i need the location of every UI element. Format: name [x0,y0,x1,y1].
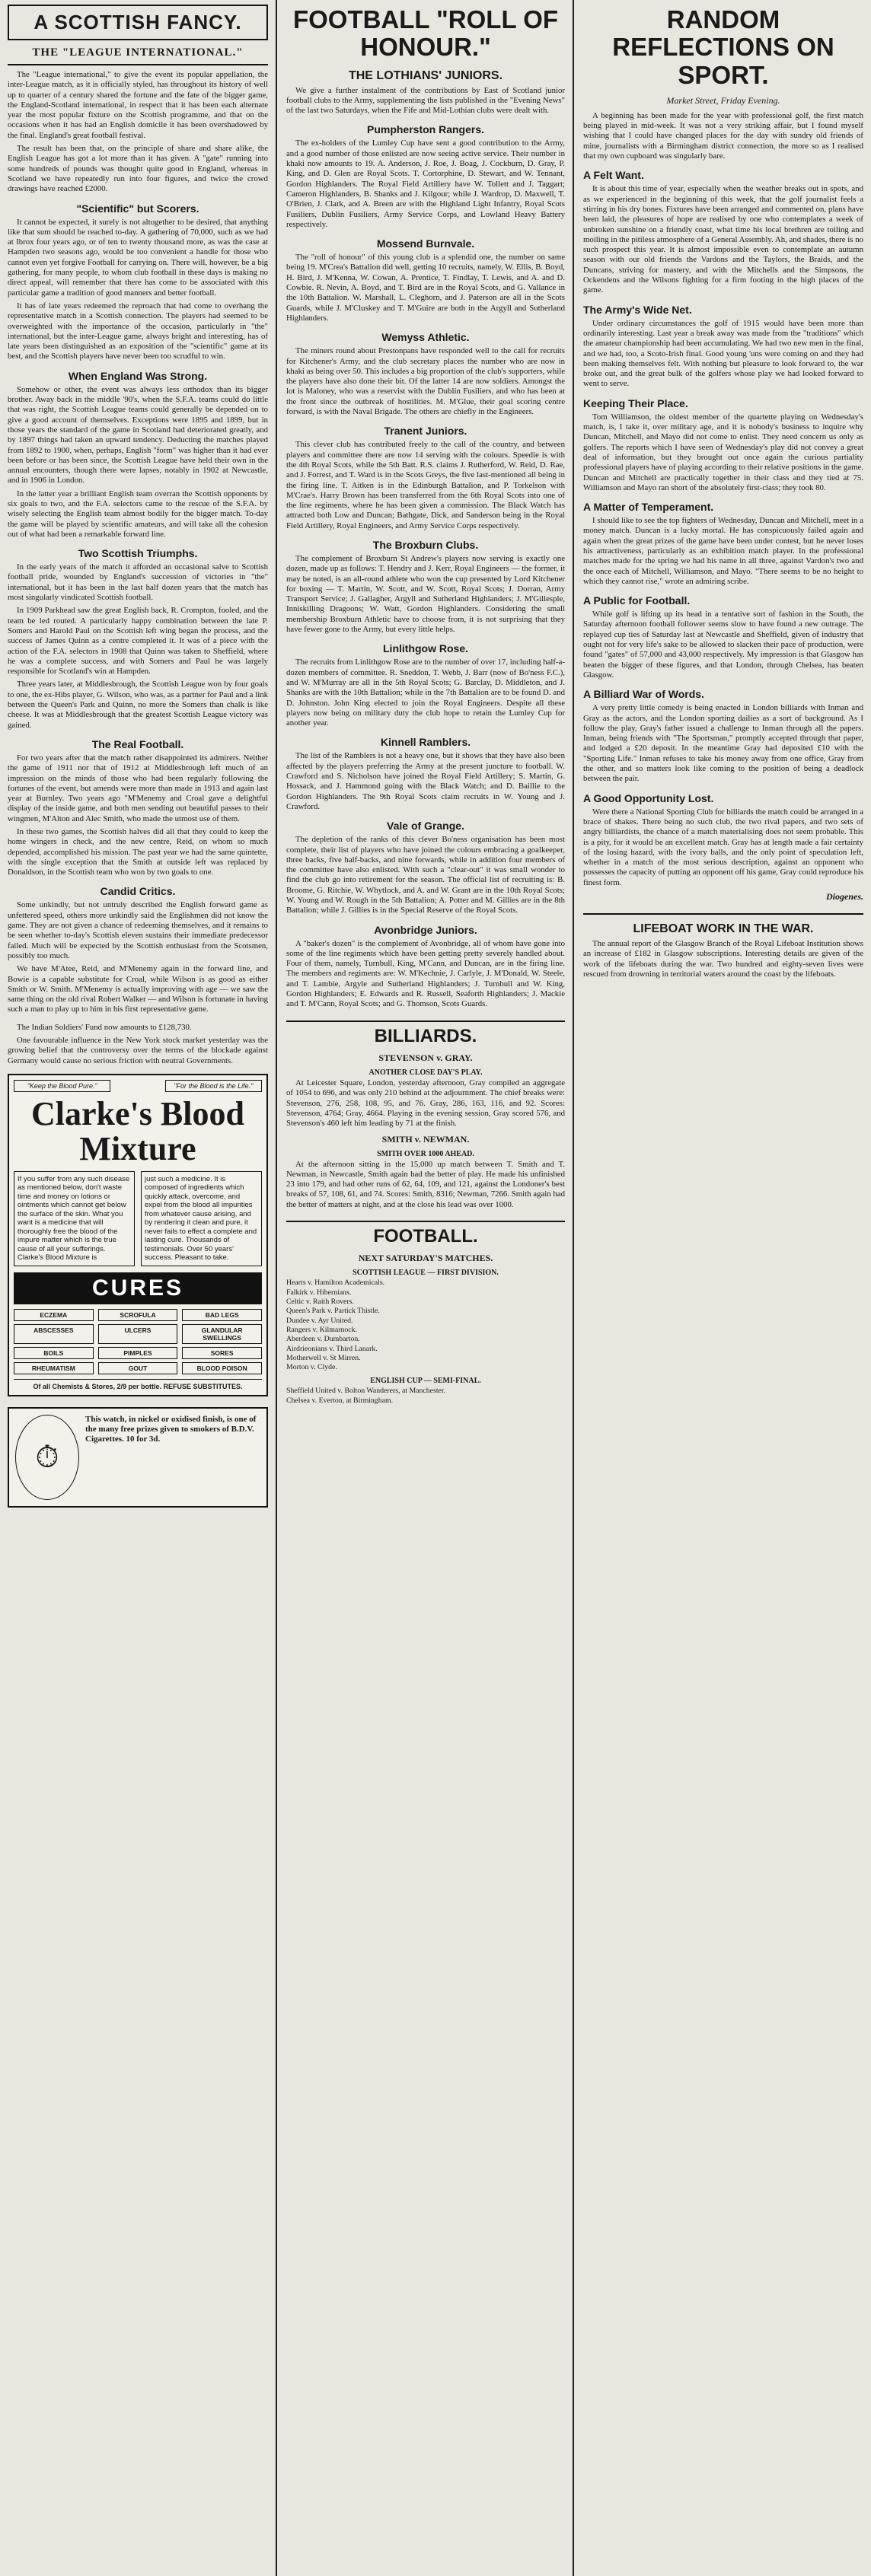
ad-cures-title: CURES [14,1272,262,1304]
section-title: A Felt Want. [583,169,644,182]
paragraph: The annual report of the Glasgow Branch of the Royal Lifeboat Institution shows an increase of £182 in Glasgow subscriptions. Interesting details are given of the work of the lifeboats during the war. Two hundred and eighty-seven lives were rescued from drowning in territorial waters around the coast by the lifeboats. [583,939,863,979]
match-title: STEVENSON v. GRAY. [378,1052,473,1064]
paragraph: For two years after that the match rather disappointed its admirers. Neither the game of 1911 nor that of 1912 at Middlesbrough left much of an impression on the minds of those who had been regularly following the fortunes of the event, but amends were more than made in 1913 and again last year at Burnley. Two years ago "M'Menemy and Croal gave a delightful display of the inside game, and both men sending out beautiful passes to their wingmen, M'Alton and Alec Smith, who made the utmost use of them. [8,753,268,823]
paragraph: The result has been that, on the principle of share and share alike, the English League has got a lot more than it has given. A "gate" running into some hundreds of pounds was thought quite good in England, whereas in Scotland we have repeatedly run into four figures, and twice the crowd drawings have reached £2000. [8,144,268,194]
section-title: Two Scottish Triumphs. [78,547,198,560]
section-title: Kinnell Ramblers. [380,736,471,749]
fixtures-title: NEXT SATURDAY'S MATCHES. [358,1253,493,1264]
dateline: Market Street, Friday Evening. [666,94,780,106]
paragraph: Some unkindly, but not untruly described the English forward game as unfettered speed, others more unkindly said the Englishmen did not know the game. They are not given a chance of redeeming themselves, and it remains to be seen whether to-day's Scottish eleven sustains their immediate predecessor failed. Much will be expected by the Scottish enthusiast from the Scotsmen, possibly too much. [8,900,268,960]
subhead-lothians-juniors: THE LOTHIANS' JUNIORS. [348,68,503,82]
cure-item: SCROFULA [98,1309,178,1321]
cure-item: SORES [182,1347,262,1359]
headline-football: FOOTBALL. [373,1226,478,1247]
divider [286,1221,565,1222]
column-random-reflections [576,0,871,2576]
ad-clarkes-blood-mixture[interactable] [8,1074,268,1396]
paragraph: Tom Williamson, the oldest member of the quartette playing on Wednesday's match, is, I take it, over military age, and it is nobody's business to inquire why Duncan, Mitchell, and Mayo did not come to enlist. They need concern us only as golfers. The reports which I have seen of Wednesday's play did not convey a great deal of information, but they brought out once again the curious partiality professional players have of playing according to their relative positions in the game. Duncan and Mitchell are practically together in their class and they tied at 75. Williamson and Mayo ran short of the absolutely first-class; they took 80. [583,412,863,492]
news-brief-fund: The Indian Soldiers' Fund now amounts to £128,730. [17,1022,192,1032]
headline-roll-of-honour: FOOTBALL "ROLL OF HONOUR." [292,5,559,62]
fixture-row: Rangers v. Kilmarnock. [286,1325,357,1334]
news-brief-stock: One favourable influence in the New York stock market yesterday was the growing belief that the controversy over the terms of the blockade against Germany would cause no serious friction with neutral Governments. [8,1036,268,1065]
section-title: The Broxburn Clubs. [372,538,479,551]
section-title: Wemyss Athletic. [381,331,470,344]
fixture-row: Motherwell v. St Mirren. [286,1353,361,1362]
fixture-row: Aberdeen v. Dumbarton. [286,1335,360,1344]
paragraph: It is about this time of year, especially when the weather breaks out in spots, and as we experienced in the beginning of this week, that the golf journalist feels a stirring in his dry bones. Fixtures have been arranged and commented on, plans have been laid, the pleasures of hope are realised by one who contemplates a week of unbroken sunshine on a friendly coast, what time his local brethren are toiling and moiling in the pitiless atmosphere of a General Assembly. Ah, and shades, there is no such prospect this year. It is almost impossible even to contemplate an autumn season with our old friends the Vardons and the Taylors, the Braids, and the Duncans, striving for mastery, and with the Mitchells and the Simpsons, the Ockendens and the Wilsons fighting for a firm footing in the high places of the game. [583,184,863,295]
section-title: A Good Opportunity Lost. [583,791,714,804]
paragraph: A beginning has been made for the year with professional golf, the first match being played in mid-week. It was not a very striking affair, but I found myself wishing that I could have changed places for the day with sundry old friends of mine, journalists with a Birmingham district connection, the more so as I realised that my own cupboard was singularly bare. [583,110,863,161]
cure-item: BAD LEGS [182,1309,262,1321]
paragraph: In 1909 Parkhead saw the great English back, R. Crompton, fooled, and the team be led routed. A particularly happy combination between the late P. Somers and Harold Paul on the Scottish left wing began the process, and the success of James Quinn as a centre completed it. It was of a piece with the action of the F.A. selectors in 1908 that Quinn was taken to Sheffield, where he was a complete success, and with Somers and Paul he was largely responsible for Scotland's win at Hampden. [8,606,268,677]
paragraph: I should like to see the top fighters of Wednesday, Duncan and Mitchell, meet in a money match. Duncan is a lucky mortal. He has conspicuously failed again and again when the great prizes of the game have been under contest, but he never loses his attractiveness, particularly as an exhibition match player. In the professional matches made for the spring we had his name in all three, against Vardon's two and the once each of Mitchell, Williamson, and Mayo. "There seems to be no height to which they cannot rise," wrote an admiring scribe. [583,516,863,586]
paragraph: Under ordinary circumstances the golf of 1915 would have been more than ordinarily interesting. Last year a break away was made from the "traditions" which the amateur championship had been accumulating. We had two new men in the final, and we had, too, a Scoto-Irish final. Good young 'uns were coming on and they had been making themselves felt. With nothing but pleasure to look forward to, the war broke out, and the great bulk of the golfers whose play we had looked forward to went to serve. [583,318,863,389]
paragraph: The "roll of honour" of this young club is a splendid one, the number on same being 19. M'Crea's Battalion did well, getting 10 recruits, namely, W. Ellis, B. Boyd, H. Bird, J. M'Kenna, W. Cowan, A. Prentice, T. Findlay, T. Lewis, and A. and D. Cowbie. R. Nevin, A. Boyd, and T. Bird are in the Royal Scots, and G. Vallance in the 10th Battalion. W. Marshall, L. Cleghorn, and J. Paterson are all in the Scots Guards, while J. M'Cluskey and T. M'Guire are both in the Argyll and Sutherland Highlanders. [286,253,565,323]
cure-item: RHEUMATISM [14,1362,94,1374]
section-title: When England Was Strong. [68,369,208,382]
paragraph: It cannot be expected, it surely is not altogether to be desired, that anything like that sum should be reached to-day. A gathering of 70,000, such as we had at Ibrox four years ago, or of ten to twenty thousand more, as was the case at Hampden two seasons ago, would be too convenient a handle for those who cannot even yet forgive Football for carrying on. There will, however, be a big gathering, for many people, to whom club football in these days is making no direct appeal, will remember that there has come to be associated with this particular game a tradition of good manners and better football. [8,217,268,298]
paragraph: The "League international," to give the event its popular appellation, the inter-League match, as it is officially styled, has throughout its history of well up to quarter of a century shared the fortune and the fate of the bigger game, the England-Scotland international, in respect that it has been each alternate year the most popular fixture on the Scottish programme, and that on the occasions when it has had an English domicile it has been overshadowed by the final. England's great football festival. [8,70,268,140]
paragraph: The ex-holders of the Lumley Cup have sent a good contribution to the Army, and a good number of those enlisted are now seeing active service. Their number in khaki now amounts to 19. A. Anderson, J. Roe, J. Boag, J. Cockburn, D. Gray, P. King, and D. Glen are Royal Scots. T. Cortorphine, D. Stewart, and W. Tennant, Gordon Highlanders. The Royal Field Artillery have W. Tollett and J. Taggart; Cameron Highlanders, B. Shanks and J. Kilgour; while J. Wardrop, D. Maxwell, T. O'Brien, J. Clark, and A. Breen are with the Highland Light Infantry, Royal Scots Fusiliers, Dublin Fusiliers, Army Service Corps, and Lowland Heavy Battery respectively. [286,139,565,229]
cure-item: GLANDULAR SWELLINGS [182,1324,262,1344]
paragraph: In the early years of the match it afforded an occasional salve to Scottish football pride, wounded by England's succession of victories in "the" international, but it has been in the last half dozen years that the match has most singularly vindicated Scottish football. [8,562,268,603]
league-header: ENGLISH CUP — SEMI-FINAL. [370,1377,481,1386]
paragraph: The depletion of the ranks of this clever Bo'ness organisation has been most complete, their list of players who have joined the colours embracing a goalkeeper, three backs, five half-backs, and nine forwards, while in addition four members of the committee have also enlisted. With such a "clear-out" it was small wonder to find the club go into retirement for the season. The official list of recruiting is: B. Broome, G. Ritchie, W. Whytlock, and A. and W. Grant are in the 10th Royal Scots; W. Young and W. Rough in the 5th Battalion; A. Potter and M. Gillies are in the 8th Battalion; while J. Gillies is in the Special Reserve of the Royal Scots. [286,835,565,915]
ad-text-right: just such a medicine. It is composed of ingredients which quickly attack, overcome, and expel from the blood all impurities from whatever cause arising, and by rendering it clean and pure, it never fails to effect a complete and lasting cure. Thousands of testimonials. Over 50 years' success. Pleasant to take. [141,1171,262,1266]
fixture-row: Sheffield United v. Bolton Wanderers, at Manchester. [286,1387,446,1396]
paragraph: In the latter year a brilliant English team overran the Scottish opponents by six goals to two, and the F.A. selectors came to the rescue of the S.F.A. by wisely selecting the English team almost bodily for the bigger match. To-day the game will be played by scientific amateurs, and will take all the cohesion out of what had been a remarkable forward line. [8,489,268,539]
section-title: Avonbridge Juniors. [374,923,477,936]
paragraph: It has of late years redeemed the reproach that had come to overhang the representative match in a Scottish connection. The players had seemed to be overweighted with the importance of the occasion, particularly in "the" international, but the inter-League game, always bright and interesting, has of late years been distinguished as an exposition of the "scientific" game at its best, and the Scottish players have never been too scrudful to win. [8,301,268,361]
match-title: SMITH v. NEWMAN. [381,1133,470,1145]
cure-item: ULCERS [98,1324,178,1344]
paragraph: Three years later, at Middlesbrough, the Scottish League won by four goals to one, the ex-Hibs player, G. Wilson, who was, as a partner for Paul and a link between the Queen's Park and Quinn, no more the Somers than chalk is like cheese. It was at Middlesbrough that the greatest Scottish League victory was gained. [8,680,268,730]
section-title: "Scientific" but Scorers. [76,202,199,215]
paragraph: At the afternoon sitting in the 15,000 up match between T. Smith and T. Newman, in Newcastle, Smith again had the better of play. He made his unfinished 23 into 179, and had other runs of 62, 64, 109, and 121, against the Londoner's best breaks of 57, 108, 61, and 74. Scores: Smith, 8316; Newman, 7266. Smith again had the better of matters at night, and at the close his lead was over 1000. [286,1159,565,1209]
section-title: Pumpherston Rangers. [366,123,485,136]
section-title: Tranent Juniors. [384,425,467,438]
fixture-row: Celtic v. Raith Rovers. [286,1298,354,1307]
fixture-row: Airdrieonians v. Third Lanark. [286,1344,378,1353]
section-title: A Matter of Temperament. [583,501,714,514]
ad-footer: Of all Chemists & Stores, 2/9 per bottle. REFUSE SUBSTITUTES. [33,1382,243,1390]
paragraph: While golf is lifting up its head in a tentative sort of fashion in the South, the Saturday afternoon football follower seems slow to have found a new outrage. The replayed cup ties of Saturday last at Newcastle and Sheffield, given of industry that ought not for very life's sake to be allowed to slacken their pace of production, were found "gates" of 57,000 and 43,000 respectively. My impression is that Glasgow has beaten the bigger of these figures, and that London, through Chelsea, has beaten Glasgow. [583,610,863,680]
cure-item: BLOOD POISON [182,1362,262,1374]
paragraph: Somehow or other, the event was always less orthodox than its bigger brother. Away back in the middle '90's, when the S.F.A. teams could do little that was right, the Scottish League teams could generally be depended on to give a good account of themselves. Exceptions were 1895 and 1899, but in those years the standard of the game in Scotland had deteriorated greatly, and by 1897 things had taken an upward tendency. Deducting the matches played from 1892 to 1900, when, perhaps, English "form" was higher than it had ever been before or has been since, the Scottish League have held their own in the annual encounters, though there were lapses, notably in 1902 at Newcastle, and in 1906 in London. [8,384,268,486]
paragraph: The recruits from Linlithgow Rose are to the number of over 17, including half-a-dozen members of committee. R. Sneddon, T. Webb, J. Barr (now of Bo'ness F.C.), and W. M'Murray are all in the 5th Royal Scots; G. Barclay, D. Middleton, and J. Shanks are with the 10th Battalion; while in the 7th Battalion are to be found D. and D. Johnston. John King elected to join the Royal Engineers. Despite all these players now being on military duty the club hope to retain the Lumley Cup for another year. [286,658,565,728]
subhead-league-international: THE "LEAGUE INTERNATIONAL." [8,46,268,65]
section-title: Keeping Their Place. [583,396,688,409]
paragraph: The list of the Ramblers is not a heavy one, but it shows that they have also been affected by the players preferring the Army at the present juncture to football. W. Crawford and S. Nicholson have joined the Royal Field Artillery; S. Martin, G. Hossack, and J. Hammond going with the Black Watch; and D. Baillie to the Gordon Highlanders. The 9th Royal Scots claim recruits in W. Young and J. Crawford. [286,751,565,811]
paragraph: A "baker's dozen" is the complement of Avonbridge, all of whom have gone into some of the line regiments which have been getting pretty severely handled about. Four of them, namely, Turnbull, King, M'Cann, and Duncan, are in the firing line. The members and regiments are: W. M'Kechnie, J. Carlyle, J. M'Donald, W. Steele, and T. Lambie, Argyle and Sutherland Highlanders; J. Turnbull and W. King, Gordon Highlanders; E. Edwards and R. Russell, Seaforth Highlanders; J. Mackie and T. M'Cann, Royal Scots; and G. Thomson, Scots Guards. [286,938,565,1009]
column-rule [276,0,277,2576]
signoff: Diogenes. [826,891,863,902]
league-header: SCOTTISH LEAGUE — FIRST DIVISION. [353,1269,499,1278]
section-title: The Real Football. [91,737,184,750]
ad-watch-text: This watch, in nickel or oxidised finish, is one of the many free prizes given to smokers of B.D.V. Cigarettes. 10 for 3d. [85,1414,257,1444]
paragraph: At Leicester Square, London, yesterday afternoon, Gray compiled an aggregate of 1054 to 696, and was only 210 behind at the adjournment. The chief breaks were: Stevenson, 276, 258, 108, 95, and 76. Gray, 286, 163, 116, and 92. Scores: Stevenson, 4764; Gray, 4664. Playing in the evening session, Gray scored 576, and Stevenson's 460 left him leading by 71 at the finish. [286,1078,565,1129]
ad-logo: Clarke's Blood Mixture [31,1094,244,1167]
fixture-row: Dundee v. Ayr United. [286,1316,353,1325]
divider [583,913,863,915]
paragraph: In these two games, the Scottish halves did all that they could to keep the home wingers in check, and the new centre, Reid, on whom so much depended, accomplished his mission. The past year we had the same quintette, with the single exception that the Smith at outside left was replaced by Donaldson, in the Scottish team who won by two goals to one. [8,827,268,877]
headline-random-reflections: RANDOM REFLECTIONS ON SPORT. [612,5,834,89]
fixture-row: Falkirk v. Hibernians. [286,1288,352,1297]
paragraph: We have M'Atee, Reid, and M'Menemy again in the forward line, and Bowie is a capable substitute for Croal, while Wilson is as good as either Smith or W. Smith. M'Menemy is actually improving with age — we saw the same thing on the old rival Robert Walker — and Wilson is fortunate in having such a man to play up to him in his first representative game. [8,964,268,1014]
ad-text-left: If you suffer from any such disease as mentioned below, don't waste time and money on lotions or ointments which cannot get below the surface of the skin. What you want is a medicine that will thoroughly free the blood of the impure matter which is the true cause of all your sufferings. Clarke's Blood Mixture is [14,1171,135,1266]
section-title: A Billiard War of Words. [583,688,704,701]
cure-item: ABSCESSES [14,1324,94,1344]
section-title: A Public for Football. [583,594,691,607]
cure-item: BOILS [14,1347,94,1359]
ad-cures-list [14,1304,262,1380]
section-title: Linlithgow Rose. [383,642,468,655]
match-subtitle: ANOTHER CLOSE DAY'S PLAY. [368,1068,483,1078]
ad-tag-right: "For the Blood is the Life." [165,1080,262,1092]
ad-tag-left: "Keep the Blood Pure." [14,1080,110,1092]
section-title: Candid Critics. [100,885,176,898]
paragraph: The miners round about Prestonpans have responded well to the call for recruits for Kitchener's Army, and the club secretary places the number who are now in khaki as being over 50. This includes a big proportion of the club's supporters, while the players have also done their bit. Of the latter 14 are now soldiers. Amongst the lot is Maloney, who was a reservist with the Dublin Fusiliers, and who has been at the front since the outbreak of hostilities. M. M'Glue, their goal scoring centre forward, is with the Naval Brigade. The others are chiefly in the Engineers. [286,346,565,417]
fixture-row: Queen's Park v. Partick Thistle. [286,1307,380,1316]
paragraph: This clever club has contributed freely to the call of the country, and between players and committee there are now 14 serving with the colours. Speedie is with the 4th Royal Scots, while the 5th Batt. R.S. claims J. Rutherford, W. Reid, D. Rae, and J. Forrest, and T. Ward is in the Scots Greys, the five last-mentioned all being in the firing line. T. Aitken is in the Edinburgh Battalion, and P. Torkelson with M'Crae's. Harry Brown has been transferred from the 6th Royal Scots into one of the line regiments, where he has been given a commission. The Black Watch has attracted both Low and Duncan; Bathgate, Dick, and Sanderson being in the Royal Field Artillery, Royal Engineers, and Army Service Corps respectively. [286,440,565,530]
fixture-row: Hearts v. Hamilton Academicals. [286,1278,385,1288]
headline-scottish-fancy: A SCOTTISH FANCY. [8,5,268,40]
section-title: Mossend Burnvale. [376,237,475,250]
match-subtitle: SMITH OVER 1000 AHEAD. [377,1149,474,1158]
pocket-watch-icon: ⏱ [15,1415,79,1500]
column-scottish-fancy [0,0,276,2576]
cure-item: ECZEMA [14,1309,94,1321]
ad-watch[interactable] [8,1407,268,1508]
paragraph: A very pretty little comedy is being enacted in London billiards with Inman and Gray as the actors, and the London sporting dailies as a sort of background. As I follow the play, Gray's father issued a challenge to Inman through all the papers. Inman, being friends with "The Sportsman," promptly accepted through that paper, and lodged a £20 deposit. In the meantime Gray had deposited £10 with the "Sporting Life." Inman refuses to take his money away from one office, Gray from the other, and so matters look like coming to the position of being a deadlock between the pair. [583,703,863,784]
paragraph: Were there a National Sporting Club for billiards the match could be arranged in a brace of shakes. There being no such club, the two rival papers, and two sets of angry billiardists, the chance of a match materialising does not seem probable. This is a pity, for it would be an excellent match. Gray has at length made a fair certainty of the losing hazard, with the ivory balls, and the only point of speculation left, whether in a match of the most serious description, against an opponent who possesses the capacity of putting an opponent off his game, Gray could reproduce his finest form. [583,807,864,887]
column-roll-of-honour [279,0,573,2576]
headline-lifeboat: LIFEBOAT WORK IN THE WAR. [633,922,814,935]
column-rule [573,0,574,2576]
cure-item: GOUT [98,1362,178,1374]
divider [286,1021,565,1022]
fixture-row: Chelsea v. Everton, at Birmingham. [286,1396,394,1405]
section-title: The Army's Wide Net. [583,303,692,316]
headline-billiards: BILLIARDS. [374,1025,477,1046]
fixture-row: Morton v. Clyde. [286,1363,337,1372]
section-title: Vale of Grange. [387,820,464,833]
paragraph: The complement of Broxburn St Andrew's players now serving is exactly one dozen, made up as follows: T. Hendry and J. Kerr, Royal Engineers — the former, it may be noted, is an all-round athlete who won the cup presented by Lord Kitchener for boxing — T. Martin, W. Scott, and W. Scott, Royal Scots; J. Dorran, Army Transport Service; J. Gallagher, Argyll and Sutherland Highlanders; J. M'Gillesple, Inniskilling Dragoons; W. Watt, Gordon Highlanders. Considering the small membership Broxburn Athletic have to choose from, it is not surprising that they have fewer gone to the Army, but every little helps. [286,553,565,635]
paragraph: We give a further instalment of the contributions by East of Scotland junior football clubs to the Army, supplementing the lists published in the "Evening News" of the last two Saturdays, when the Fife and Mid-Lothian clubs were dealt with. [286,85,565,116]
cure-item: PIMPLES [98,1347,178,1359]
